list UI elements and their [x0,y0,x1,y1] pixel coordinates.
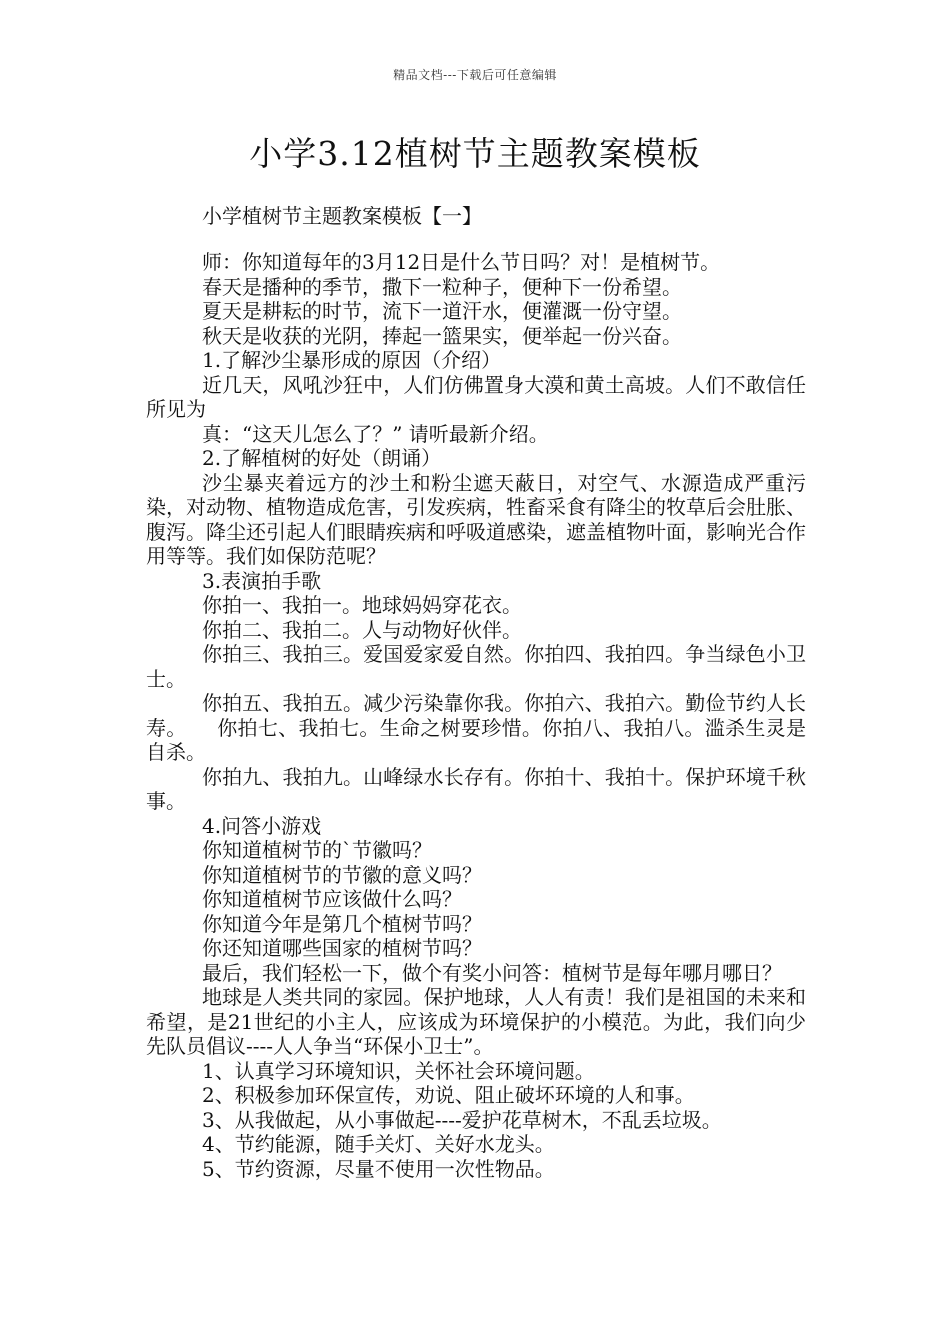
paragraph: 近几天，风吼沙狂中，人们仿佛置身大漠和黄土高坡。人们不敢信任所见为 [146,372,806,421]
document-body [146,250,806,1181]
list-item: 你知道今年是第几个植树节吗？ [202,911,482,936]
section-heading: 2.了解植树的好处（朗诵） [202,446,442,470]
section-heading: 1.了解沙尘暴形成的原因（介绍） [202,348,502,372]
paragraph: 春天是播种的季节，撒下一粒种子，便种下一份希望。 [202,274,682,299]
list-item: 你知道植树节的节徽的意义吗？ [202,862,482,887]
paragraph: 你拍二、我拍二。人与动物好伙伴。 [202,617,522,642]
section-heading: 4.问答小游戏 [202,813,322,838]
paragraph: 夏天是耕耘的时节，流下一道汗水，便灌溉一份守望。 [202,299,682,323]
list-item: 4、节约能源，随手关灯、关好水龙头。 [202,1132,555,1156]
page-header-note: 精品文档---下载后可任意编辑 [393,68,557,82]
list-item: 1、认真学习环境知识，关怀社会环境问题。 [202,1058,595,1083]
document-title: 小学3.12植树节主题教案模板 [249,134,701,173]
list-item: 5、节约资源，尽量不使用一次性物品。 [202,1156,555,1181]
paragraph: 你拍九、我拍九。山峰绿水长存有。你拍十、我拍十。保护环境千秋事。 [146,764,806,813]
section-heading: 3.表演拍手歌 [202,568,322,593]
paragraph: 秋天是收获的光阴，捧起一篮果实，便举起一份兴奋。 [202,323,682,348]
list-item: 你还知道哪些国家的植树节吗？ [202,936,482,960]
list-item: 你知道植树节的`节徽吗？ [202,838,432,862]
paragraph: 沙尘暴夹着远方的沙土和粉尘遮天蔽日，对空气、水源造成严重污染，对动物、植物造成危害，引发疾病，牲畜采食有降尘的牧草后会肚胀、腹泻。降尘还引起人们眼睛疾病和呼吸道感染，遮盖植物叶面，影响光合作用等等。我们如保防范呢？ [146,470,806,568]
paragraph: 师：你知道每年的3月12日是什么节日吗？对！是植树节。 [202,250,721,274]
paragraph: 地球是人类共同的家园。保护地球，人人有责！我们是祖国的未来和希望，是21世纪的小主人，应该成为环境保护的小模范。为此，我们向少先队员倡议----人人争当“环保小卫士”。 [146,985,806,1058]
list-item: 你知道植树节应该做什么吗？ [202,887,462,911]
paragraph: 你拍五、我拍五。减少污染靠你我。你拍六、我拍六。勤俭节约人长寿。 你拍七、我拍七。生命之树要珍惜。你拍八、我拍八。滥杀生灵是自杀。 [146,691,806,764]
paragraph: 最后，我们轻松一下，做个有奖小问答：植树节是每年哪月哪日？ [202,960,782,985]
paragraph: 你拍一、我拍一。地球妈妈穿花衣。 [202,593,522,617]
list-item: 2、积极参加环保宣传，劝说、阻止破坏环境的人和事。 [202,1083,695,1107]
section-subtitle: 小学植树节主题教案模板【一】 [202,204,482,228]
paragraph: 真：“这天儿怎么了？” 请听最新介绍。 [202,421,549,446]
list-item: 3、从我做起，从小事做起----爱护花草树木，不乱丢垃圾。 [202,1107,722,1132]
paragraph: 你拍三、我拍三。爱国爱家爱自然。你拍四、我拍四。争当绿色小卫士。 [146,642,806,691]
